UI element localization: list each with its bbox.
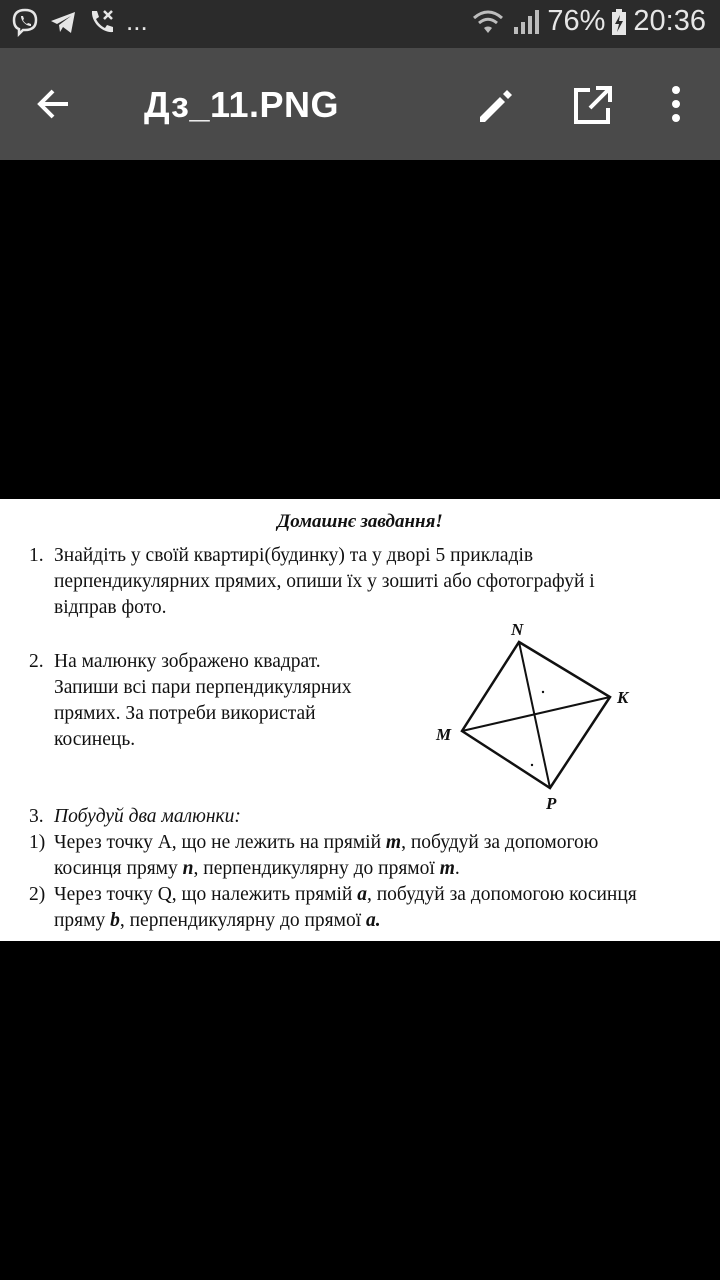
- task2-number: 2.: [29, 651, 44, 672]
- square-diagram: [424, 615, 644, 815]
- task1-line: Знайдіть у своїй квартирі(будинку) та у дворі 5 прикладів: [54, 545, 534, 566]
- task1-line: відправ фото.: [54, 597, 167, 618]
- task2-line: На малюнку зображено квадрат.: [54, 651, 321, 672]
- vertex-label-k: K: [617, 688, 629, 707]
- task3-sub2-number: 2): [29, 884, 46, 905]
- task3-sub1-line2: косинця пряму n, перпендикулярну до прямої m.: [54, 858, 460, 879]
- task1-text: [54, 543, 595, 621]
- vertex-label-p: P: [546, 794, 557, 813]
- variable-a: a.: [366, 910, 381, 931]
- file-title: Дз_11.PNG: [144, 84, 340, 125]
- task1-number: 1.: [29, 545, 44, 566]
- battery-percent: 76%: [547, 5, 606, 37]
- task1-line: перпендикулярних прямих, опиши їх у зошиті або сфотографуй і: [54, 571, 595, 592]
- app-bar: [0, 48, 720, 160]
- variable-n: n: [182, 858, 194, 879]
- task2-line: косинець.: [54, 729, 136, 750]
- variable-m: m: [439, 858, 455, 879]
- document-heading: Домашнє завдання!: [277, 511, 443, 532]
- edit-pencil-icon[interactable]: [474, 84, 518, 128]
- task3-sub2-text: [54, 882, 637, 934]
- battery-charging-icon: [611, 7, 627, 37]
- variable-m: m: [385, 832, 402, 853]
- more-notifications-text: ...: [126, 6, 148, 36]
- clock: 20:36: [633, 5, 706, 37]
- task3-sub1-number: 1): [29, 832, 46, 853]
- vertex-label-n: N: [511, 620, 524, 639]
- task3-sub1-text: [54, 830, 598, 882]
- image-viewer-document: [0, 499, 720, 941]
- task2-line: прямих. За потреби використай: [54, 703, 316, 724]
- missed-call-icon: [86, 7, 118, 37]
- telegram-icon: [48, 7, 78, 37]
- wifi-icon: [471, 7, 505, 37]
- viber-icon: [10, 7, 40, 37]
- task3-title: Побудуй два малюнки:: [54, 806, 241, 827]
- task3-sub2-line1: Через точку Q, що належить прямій a, побудуй за допомогою косинця: [54, 884, 637, 905]
- signal-icon: [511, 7, 541, 37]
- task3-number: 3.: [29, 806, 44, 827]
- back-arrow-icon[interactable]: [34, 84, 74, 124]
- variable-b: b: [110, 910, 120, 931]
- task2-text: [54, 649, 351, 753]
- task3-sub1-line1: Через точку А, що не лежить на прямій m, побудуй за допомогою: [54, 832, 599, 853]
- vertex-label-m: M: [436, 725, 452, 744]
- status-bar: [0, 0, 720, 48]
- open-external-icon[interactable]: [570, 84, 614, 128]
- variable-a: a: [357, 884, 367, 905]
- task3-sub2-line2: пряму b, перпендикулярну до прямої a.: [54, 910, 381, 931]
- task2-line: Запиши всі пари перпендикулярних: [54, 677, 352, 698]
- more-vert-icon[interactable]: [660, 84, 692, 128]
